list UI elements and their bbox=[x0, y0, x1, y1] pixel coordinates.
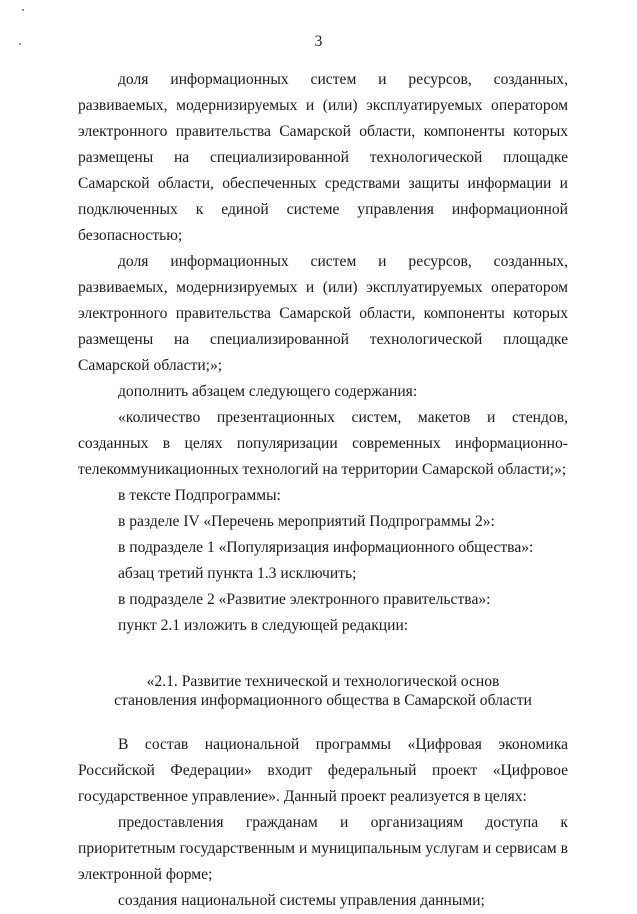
section-heading-line: «2.1. Развитие технической и технологической основ bbox=[146, 673, 500, 690]
document-body bbox=[78, 67, 568, 914]
paragraph: дополнить абзацем следующего содержания: bbox=[118, 383, 418, 400]
paragraph: в подразделе 2 «Развитие электронного правительства»: bbox=[118, 591, 491, 608]
paragraph: создания национальной системы управления данными; bbox=[118, 892, 485, 909]
paragraph: предоставления гражданам и организациям доступа к приоритетным государственным и муниципальным услугам и сервисам в электронной форме; bbox=[78, 814, 568, 883]
paragraph: в подразделе 1 «Популяризация информационного общества»: bbox=[118, 539, 534, 556]
spacer bbox=[78, 710, 568, 732]
section-heading-line: становления информационного общества в Самарской области bbox=[114, 692, 532, 709]
paragraph: «количество презентационных систем, макетов и стендов, созданных в целях популяризации современных информационно-телекоммуникационных технологий на территории Самарской области;»; bbox=[78, 409, 568, 478]
section-heading bbox=[78, 672, 568, 710]
paragraph: доля информационных систем и ресурсов, созданных, развиваемых, модернизируемых и (или) эксплуатируемых оператором электронного правительства Самарской области, компоненты которых размещены на специализированной технологической площадке Самарской области;»; bbox=[78, 253, 568, 374]
spacer bbox=[78, 639, 568, 665]
paragraph: доля информационных систем и ресурсов, созданных, развиваемых, модернизируемых и (или) эксплуатируемых оператором электронного правительства Самарской области, компоненты которых размещены на специализированной технологической площадке Самарской области, обеспеченных средствами защиты информации и подключенных к единой системе управления информационной безопасностью; bbox=[78, 71, 568, 244]
paragraph: абзац третий пункта 1.3 исключить; bbox=[118, 565, 357, 582]
paragraph: В состав национальной программы «Цифровая экономика Российской Федерации» входит федеральный проект «Цифровое государственное управление». Данный проект реализуется в целях: bbox=[78, 736, 568, 805]
paragraph: пункт 2.1 изложить в следующей редакции: bbox=[118, 617, 409, 634]
page-number: 3 bbox=[314, 33, 323, 50]
paragraph: в разделе IV «Перечень мероприятий Подпрограммы 2»: bbox=[118, 513, 495, 530]
scan-speck bbox=[22, 9, 24, 11]
paragraph: в тексте Подпрограммы: bbox=[118, 487, 281, 504]
